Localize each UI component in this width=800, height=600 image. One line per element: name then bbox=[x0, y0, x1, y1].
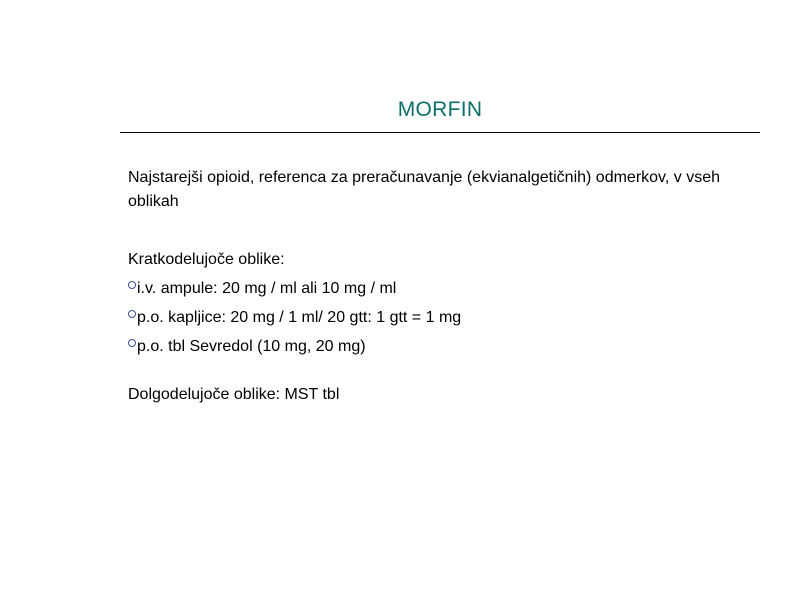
slide-content bbox=[128, 166, 748, 407]
short-acting-heading: Kratkodelujoče oblike: bbox=[128, 251, 285, 268]
long-acting-line: Dolgodelujoče oblike: MST tbl bbox=[128, 386, 340, 403]
short-acting-list bbox=[128, 277, 748, 364]
intro-paragraph: Najstarejši opioid, referenca za preračunavanje (ekvianalgetičnih) odmerkov, v vseh oblikah bbox=[128, 169, 720, 210]
list-item-text: p.o. kapljice: 20 mg / 1 ml/ 20 gtt: 1 gtt = 1 mg bbox=[137, 309, 462, 326]
list-item bbox=[128, 335, 748, 364]
slide-title: MORFIN bbox=[397, 98, 483, 121]
list-item-text: i.v. ampule: 20 mg / ml ali 10 mg / ml bbox=[137, 280, 397, 297]
list-item bbox=[128, 277, 748, 306]
hollow-circle-bullet-icon bbox=[128, 339, 136, 347]
hollow-circle-bullet-icon bbox=[128, 281, 136, 289]
list-item-text: p.o. tbl Sevredol (10 mg, 20 mg) bbox=[137, 338, 366, 355]
title-divider bbox=[120, 132, 760, 133]
list-item bbox=[128, 306, 748, 335]
hollow-circle-bullet-icon bbox=[128, 310, 136, 318]
